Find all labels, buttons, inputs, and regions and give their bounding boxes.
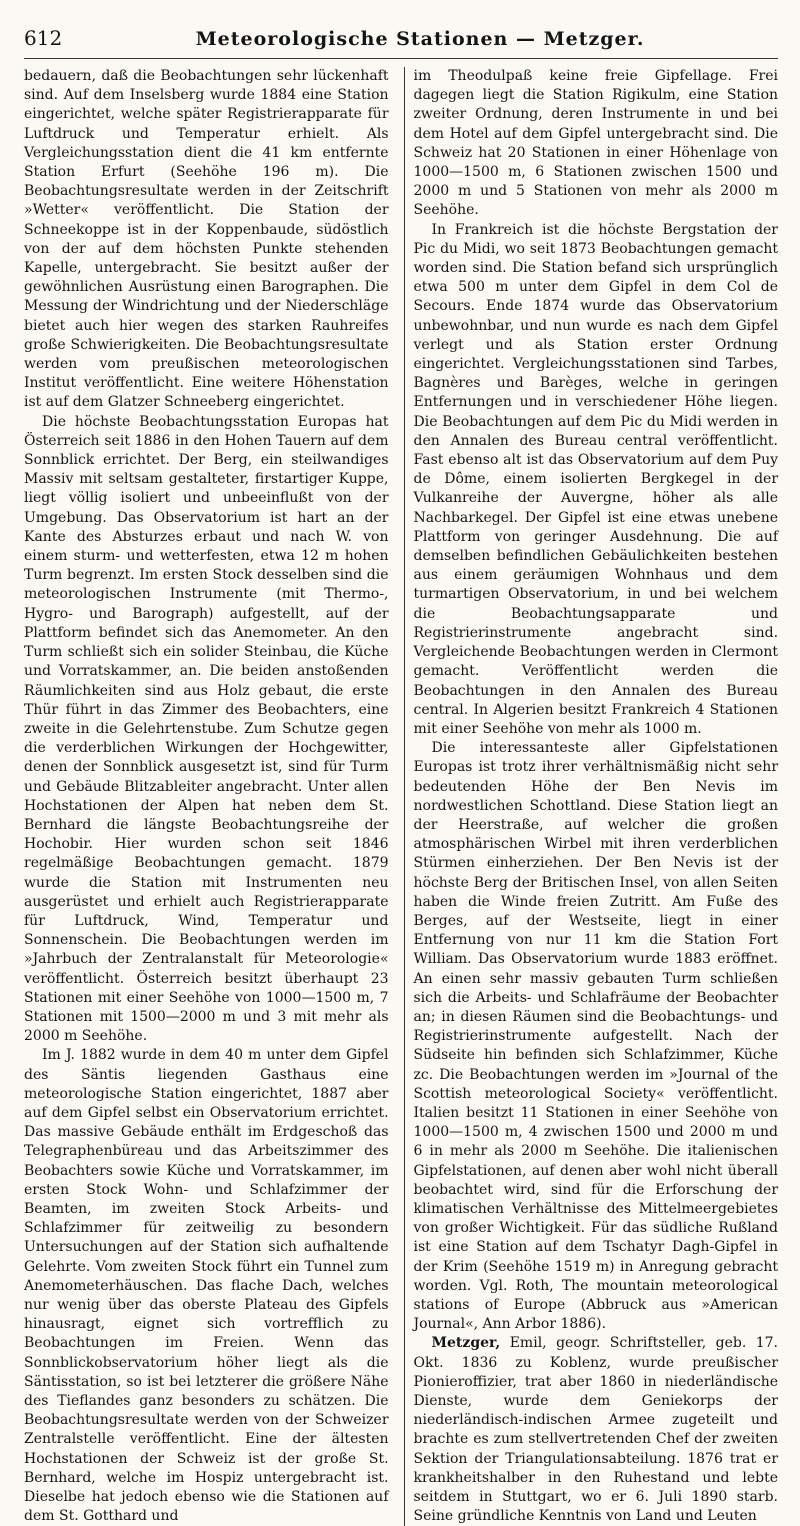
paragraph: Die interessanteste aller Gipfelstationen Europas ist trotz ihrer verhältnismäßig nicht sehr bedeutenden Höhe der Ben Nevis im nordwestlichen Schottland. Diese Station liegt an der Heerstraße, auf welcher die großen atmosphärischen Wirbel mit ihren verderblichen Stürmen einherziehen. Der Ben Nevis ist der höchste Berg der Britischen Insel, von allen Seiten haben die Winde freien Zutritt. Am Fuße des Berges, auf der Westseite, liegt in einer Entfernung von nur 11 km die Station Fort William. Das Observatorium wurde 1883 eröffnet. An einen sehr massiv gebauten Turm schließen sich die Arbeits- und Schlafräume der Beobachter an; in diesen Räumen sind die Beobachtungs- und Registrierinstrumente aufgestellt. Nach der Südseite hin befinden sich Schlafzimmer, Küche zc. Die Beobachtungen werden im »Journal of the Scottish meteorological Society« veröffentlicht. Italien besitzt 11 Stationen in einer Seehöhe von 1000—1500 m, 4 zwischen 1500 und 2000 m und 6 in mehr als 2000 m Seehöhe. Die italienischen Gipfelstationen, auf denen aber wohl nicht überall beobachtet wird, sind für die Erforschung der klimatischen Verhältnisse des Mittelmeergebietes von großer Wichtigkeit. Für das südliche Rußland ist eine Station auf dem Tschatyr Dagh-Gipfel in der Krim (Seehöhe 1519 m) in Anregung gebracht worden. Vgl. Roth, The mountain meteorological stations of Europe (Abbruck aus »American Journal«, Ann Arbor 1886). bbox=[413, 740, 779, 1333]
paragraph: bedauern, daß die Beobachtungen sehr lückenhaft sind. Auf dem Inselsberg wurde 1884 eine Station eingerichtet, welche später Registrierapparate für Luftdruck und Temperatur erhielt. Als Vergleichungsstation dient die 41 km entfernte Station Erfurt (Seehöhe 196 m). Die Beobachtungsresultate werden in der Zeitschrift »Wetter« veröffentlicht. Die Station der Schneekoppe ist in der Koppenbaude, südöstlich von der auf dem höchsten Punkte stehenden Kapelle, untergebracht. Sie besitzt außer der gewöhnlichen Ausrüstung einen Barographen. Die Messung der Windrichtung und der Niederschläge bietet auch hier wegen des starken Rauhreifes große Schwierigkeiten. Die Beobachtungsresultate werden vom preußischen meteorologischen Institut veröffentlicht. Eine weitere Höhenstation ist auf dem Glatzer Schneeberg eingerichtet. bbox=[24, 68, 389, 411]
left-column bbox=[24, 67, 398, 1526]
page-header bbox=[24, 26, 778, 59]
entry-text: Emil, geogr. Schriftsteller, geb. 17. Okt. 1836 zu Koblenz, wurde preußischer Pionieroffizier, trat aber 1860 in niederländische Dienste, wurde dem Geniekorps der niederländisch-indischen Armee zugeteilt und brachte es zum stellvertretenden Chef der zweiten Sektion der Triangulationsabteilung. 1876 trat er krankheitshalber in den Ruhestand und lebte seitdem in Stuttgart, wo er 6. Juli 1890 starb. Seine gründliche Kenntnis von Land und Leuten bbox=[413, 1335, 779, 1525]
entry-headword: Metzger, bbox=[431, 1335, 501, 1352]
paragraph: im Theodulpaß keine freie Gipfellage. Frei dagegen liegt die Station Rigikulm, eine Station zweiter Ordnung, deren Instrumente in und bei dem Hotel auf dem Gipfel untergebracht sind. Die Schweiz hat 20 Stationen in einer Höhenlage von 1000—1500 m, 6 Stationen zwischen 1500 und 2000 m und 5 Stationen von mehr als 2000 m Seehöhe. bbox=[413, 68, 779, 219]
paragraph: Im J. 1882 wurde in dem 40 m unter dem Gipfel des Säntis liegenden Gasthaus eine meteorologische Station eingerichtet, 1887 aber auf dem Gipfel selbst ein Observatorium errichtet. Das massive Gebäude enthält im Erdgeschoß das Telegraphenbüreau und das Arbeitszimmer des Beobachters sowie Küche und Vorratskammer, im ersten Stock Wohn- und Schlafzimmer der Beamten, im zweiten Stock Arbeits- und Schlafzimmer für zeitweilig zu besondern Untersuchungen auf der Station sich aufhaltende Gelehrte. Vom zweiten Stock führt ein Tunnel zum Anemometerhäuschen. Das flache Dach, welches nur wenig über das oberste Plateau des Gipfels hinausragt, eignet sich vortrefflich zu Beobachtungen im Freien. Wenn das Sonnblickobservatorium höher liegt als die Säntisstation, so ist bei letzterer die größere Nähe des Tieflandes ganz besonders zu schätzen. Die Beobachtungsresultate werden von der Schweizer Zentralstelle veröffentlicht. Eine der ältesten Hochstationen der Schweiz ist der große St. Bernhard, welche im Hospiz untergebracht ist. Dieselbe hat jedoch ebenso wie die Stationen auf dem St. Gotthard und bbox=[24, 1047, 389, 1525]
entry-paragraph bbox=[414, 1334, 779, 1526]
page-number: 612 bbox=[24, 26, 63, 50]
running-head: Meteorologische Stationen — Metzger. bbox=[195, 28, 645, 50]
text-columns bbox=[24, 67, 778, 1526]
paragraph: In Frankreich ist die höchste Bergstation der Pic du Midi, wo seit 1873 Beobachtungen gemacht worden sind. Die Station befand sich ursprünglich etwa 500 m unter dem Gipfel in dem Col de Secours. Ende 1874 wurde das Observatorium unbewohnbar, und nun wurde es nach dem Gipfel verlegt und als Station erster Ordnung eingerichtet. Vergleichungsstationen sind Tarbes, Bagnères und Barèges, welche in geringen Entfernungen und in verschiedener Höhe liegen. Die Beobachtungen auf dem Pic du Midi werden in den Annalen des Bureau central veröffentlicht. Fast ebenso alt ist das Observatorium auf dem Puy de Dôme, einem isolierten Bergkegel in der Vulkanreihe der Auvergne, höher als alle Nachbarkegel. Der Gipfel ist eine etwas unebene Plattform von geringer Ausdehnung. Die auf demselben befindlichen Gebäulichkeiten bestehen aus einem geräumigen Wohnhaus und dem turmartigen Observatorium, in und bei welchem die Beobachtungsapparate und Registrierinstrumente angebracht sind. Vergleichende Beobachtungen werden in Clermont gemacht. Veröffentlicht werden die Beobachtungen in den Annalen des Bureau central. In Algerien besitzt Frankreich 4 Stationen mit einer Seehöhe von mehr als 1000 m. bbox=[413, 221, 779, 737]
paragraph: Die höchste Beobachtungsstation Europas hat Österreich seit 1886 in den Hohen Tauern auf dem Sonnblick errichtet. Der Berg, ein steilwandiges Massiv mit seltsam gestalteter, firstartiger Kuppe, liegt völlig isoliert und unbeeinflußt von der Umgebung. Das Observatorium ist hart an der Kante des Absturzes erbaut und nach W. von einem sturm- und wetterfesten, etwa 12 m hohen Turm begrenzt. Im ersten Stock desselben sind die meteorologischen Instrumente (mit Thermo-, Hygro- und Barograph) aufgestellt, auf der Plattform befindet sich das Anemometer. An den Turm schließt sich ein solider Steinbau, die Küche und Vorratskammer, an. Die beiden anstoßenden Räumlichkeiten sind aus Holz gebaut, die erste Thür führt in das Zimmer des Beobachters, eine zweite in die Gelehrtenstube. Zum Schutze gegen die verderblichen Wirkungen der Hochgewitter, denen der Sonnblick ausgesetzt ist, sind für Turm und Gebäude Blitzableiter angebracht. Unter allen Hochstationen der Alpen hat neben dem St. Bernhard die längste Beobachtungsreihe der Hochobir. Hier wurden schon seit 1846 regelmäßige Beobachtungen gemacht. 1879 wurde die Station mit Instrumenten neu ausgerüstet und erhielt auch Registrierapparate für Luftdruck, Wind, Temperatur und Sonnenschein. Die Beobachtungen werden im »Jahrbuch der Zentralanstalt für Meteorologie« veröffentlicht. Österreich besitzt überhaupt 23 Stationen mit einer Seehöhe von 1000—1500 m, 7 Stationen mit 1500—2000 m und 3 mit mehr als 2000 m Seehöhe. bbox=[24, 413, 389, 1045]
column-divider bbox=[404, 67, 405, 1526]
right-column bbox=[411, 67, 779, 1526]
